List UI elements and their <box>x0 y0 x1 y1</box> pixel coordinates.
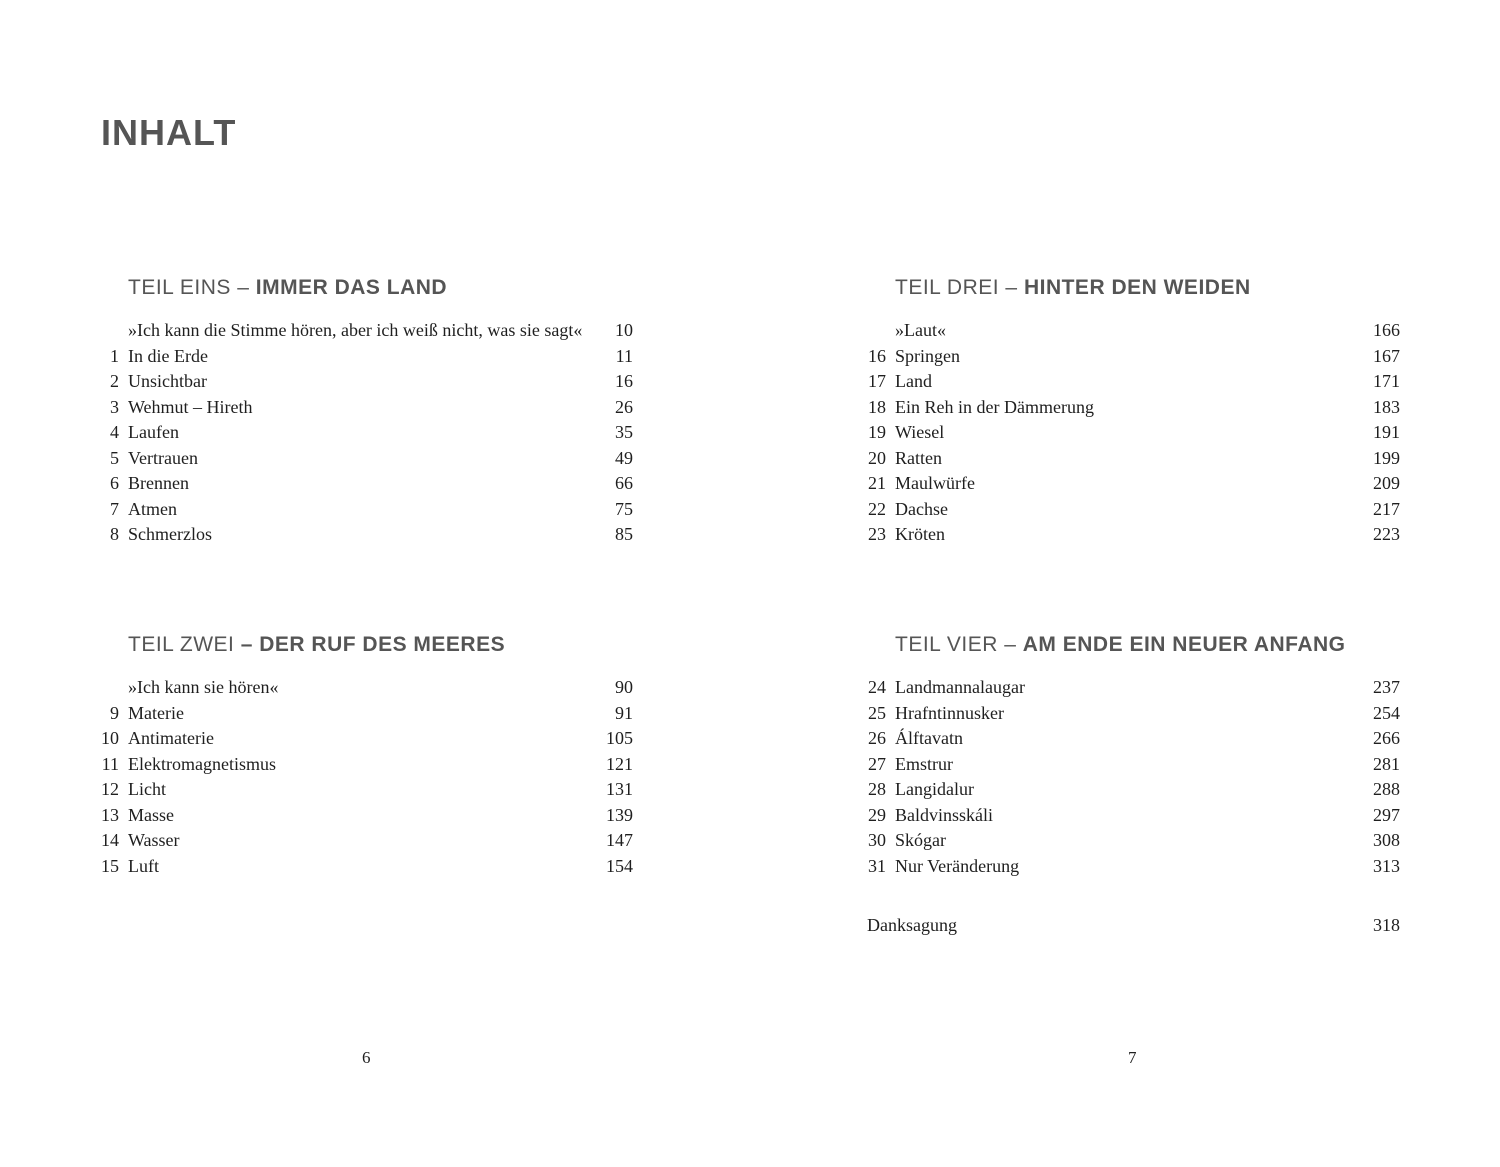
part-prefix: TEIL VIER – <box>895 633 1023 656</box>
toc-entry <box>100 318 633 344</box>
chapter-title: Wiesel <box>895 422 945 442</box>
chapter-number: 10 <box>101 728 119 748</box>
toc-entry <box>867 446 1400 472</box>
part-prefix: TEIL EINS – <box>128 276 256 299</box>
page-reference: 313 <box>1373 855 1400 876</box>
part-heading <box>128 276 447 300</box>
chapter-title: In die Erde <box>128 345 208 366</box>
page-reference: 90 <box>615 677 633 697</box>
chapter-number: 20 <box>868 447 886 468</box>
page-reference: 66 <box>615 473 633 493</box>
toc-entry <box>867 318 1400 344</box>
toc-entry <box>100 777 633 803</box>
chapter-number: 12 <box>101 779 119 799</box>
chapter-number: 19 <box>868 422 886 442</box>
toc-entry <box>867 420 1400 446</box>
part-heading <box>895 633 1346 657</box>
page-reference: 10 <box>615 320 633 340</box>
page-reference: 16 <box>615 371 633 391</box>
page-reference: 199 <box>1373 447 1400 468</box>
chapter-number: 14 <box>101 830 119 850</box>
page-reference: 85 <box>615 524 633 544</box>
toc-entry <box>100 752 633 778</box>
chapter-title: Unsichtbar <box>128 371 207 391</box>
page-reference: 237 <box>1373 677 1400 697</box>
part-heading <box>128 633 505 657</box>
page-reference: 49 <box>615 447 633 468</box>
chapter-number: 15 <box>101 855 119 876</box>
toc-entry <box>867 752 1400 778</box>
page-number-left: 6 <box>362 1048 371 1067</box>
page-reference: 183 <box>1373 396 1400 417</box>
chapter-title: Materie <box>128 702 184 723</box>
chapter-title: Land <box>895 371 932 391</box>
chapter-number: 9 <box>110 702 119 723</box>
part-title: – DER RUF DES MEERES <box>240 633 506 656</box>
chapter-title: »Ich kann sie hören« <box>128 677 279 697</box>
toc-entry <box>867 777 1400 803</box>
toc-entry <box>100 395 633 421</box>
page-reference: 281 <box>1373 753 1400 774</box>
toc-entry <box>867 803 1400 829</box>
chapter-title: Hrafntinnusker <box>895 702 1004 723</box>
toc-entry <box>100 854 633 880</box>
page-reference: 266 <box>1373 728 1400 748</box>
chapter-title: Ratten <box>895 447 942 468</box>
page-reference: 223 <box>1373 524 1400 544</box>
page-reference: 91 <box>615 702 633 723</box>
page-reference: 297 <box>1373 804 1400 825</box>
chapter-title: Langidalur <box>895 779 974 799</box>
toc-entry <box>100 446 633 472</box>
chapter-title: Schmerzlos <box>128 524 212 544</box>
chapter-title: Elektromagnetismus <box>128 753 276 774</box>
chapter-title: Maulwürfe <box>895 473 975 493</box>
toc-entry <box>867 675 1400 701</box>
chapter-number: 16 <box>868 345 886 366</box>
toc-entry <box>100 420 633 446</box>
toc-acknowledgements <box>867 913 1400 939</box>
toc-entry-list <box>867 318 1400 548</box>
chapter-title: Springen <box>895 345 960 366</box>
page-reference: 26 <box>615 396 633 417</box>
chapter-number: 27 <box>868 753 886 774</box>
chapter-number: 6 <box>110 473 119 493</box>
chapter-number: 28 <box>868 779 886 799</box>
chapter-title: Masse <box>128 804 174 825</box>
toc-entry <box>867 471 1400 497</box>
toc-entry <box>867 395 1400 421</box>
page-reference: 121 <box>606 753 633 774</box>
chapter-number: 29 <box>868 804 886 825</box>
chapter-title: Licht <box>128 779 166 799</box>
chapter-number: 31 <box>868 855 886 876</box>
page-reference: 166 <box>1373 320 1400 340</box>
chapter-title: Brennen <box>128 473 189 493</box>
page-reference: 147 <box>606 830 633 850</box>
page-number-right: 7 <box>1128 1048 1137 1067</box>
chapter-number: 30 <box>868 830 886 850</box>
chapter-number: 25 <box>868 702 886 723</box>
chapter-title: Atmen <box>128 498 177 519</box>
page-reference: 167 <box>1373 345 1400 366</box>
toc-entry <box>867 854 1400 880</box>
toc-entry <box>100 828 633 854</box>
toc-entry <box>100 369 633 395</box>
page-reference: 171 <box>1373 371 1400 391</box>
chapter-title: Wasser <box>128 830 180 850</box>
chapter-title: Antimaterie <box>128 728 214 748</box>
page-reference: 131 <box>606 779 633 799</box>
chapter-title: Skógar <box>895 830 946 850</box>
toc-entry <box>867 369 1400 395</box>
page-reference: 254 <box>1373 702 1400 723</box>
chapter-title: Kröten <box>895 524 945 544</box>
page-reference: 75 <box>615 498 633 519</box>
chapter-title: »Ich kann die Stimme hören, aber ich weiß nicht, was sie sagt« <box>128 320 583 340</box>
chapter-number: 4 <box>110 422 119 442</box>
chapter-number: 24 <box>868 677 886 697</box>
chapter-number: 21 <box>868 473 886 493</box>
toc-entry <box>100 803 633 829</box>
chapter-title: Luft <box>128 855 159 876</box>
chapter-number: 11 <box>101 753 119 774</box>
chapter-number: 3 <box>110 396 119 417</box>
toc-entry <box>867 522 1400 548</box>
chapter-title: Vertrauen <box>128 447 198 468</box>
toc-entry <box>867 828 1400 854</box>
page-title: INHALT <box>101 112 237 153</box>
chapter-number: 1 <box>110 345 119 366</box>
toc-entry-list <box>867 675 1400 879</box>
chapter-title: Dachse <box>895 498 948 519</box>
page-reference: 191 <box>1373 422 1400 442</box>
acknowledgements-page: 318 <box>1373 915 1400 935</box>
page-reference: 288 <box>1373 779 1400 799</box>
toc-entry <box>100 675 633 701</box>
part-prefix: TEIL ZWEI <box>128 633 241 656</box>
toc-entry <box>100 522 633 548</box>
toc-entry-list <box>100 675 633 879</box>
chapter-title: Emstrur <box>895 753 953 774</box>
page-reference: 105 <box>606 728 633 748</box>
page-reference: 11 <box>615 345 633 366</box>
chapter-number: 23 <box>868 524 886 544</box>
chapter-title: Nur Veränderung <box>895 855 1020 876</box>
toc-entry <box>100 344 633 370</box>
chapter-number: 26 <box>868 728 886 748</box>
toc-entry <box>100 701 633 727</box>
chapter-title: Landmannalaugar <box>895 677 1025 697</box>
chapter-number: 22 <box>868 498 886 519</box>
page-reference: 35 <box>615 422 633 442</box>
page-reference: 217 <box>1373 498 1400 519</box>
page-reference: 139 <box>606 804 633 825</box>
chapter-title: Laufen <box>128 422 179 442</box>
toc-entry <box>867 497 1400 523</box>
toc-entry <box>867 701 1400 727</box>
chapter-number: 2 <box>110 371 119 391</box>
part-heading <box>895 276 1251 300</box>
page-reference: 154 <box>606 855 633 876</box>
toc-entry-list <box>100 318 633 548</box>
part-title: HINTER DEN WEIDEN <box>1023 276 1251 299</box>
acknowledgements-label: Danksagung <box>867 915 957 935</box>
chapter-number: 5 <box>110 447 119 468</box>
chapter-number: 18 <box>868 396 886 417</box>
part-title: AM ENDE EIN NEUER ANFANG <box>1022 633 1346 656</box>
toc-entry <box>100 726 633 752</box>
chapter-number: 13 <box>101 804 119 825</box>
chapter-number: 17 <box>868 371 886 391</box>
part-prefix: TEIL DREI – <box>895 276 1024 299</box>
chapter-number: 8 <box>110 524 119 544</box>
chapter-number: 7 <box>110 498 119 519</box>
page-reference: 209 <box>1373 473 1400 493</box>
chapter-title: Wehmut – Hireth <box>128 396 253 417</box>
chapter-title: »Laut« <box>895 320 946 340</box>
chapter-title: Álftavatn <box>895 728 963 748</box>
chapter-title: Baldvinsskáli <box>895 804 993 825</box>
page-reference: 308 <box>1373 830 1400 850</box>
toc-entry <box>100 497 633 523</box>
part-title: IMMER DAS LAND <box>255 276 448 299</box>
toc-entry <box>867 726 1400 752</box>
toc-entry <box>100 471 633 497</box>
toc-entry <box>867 344 1400 370</box>
chapter-title: Ein Reh in der Dämmerung <box>895 396 1094 417</box>
